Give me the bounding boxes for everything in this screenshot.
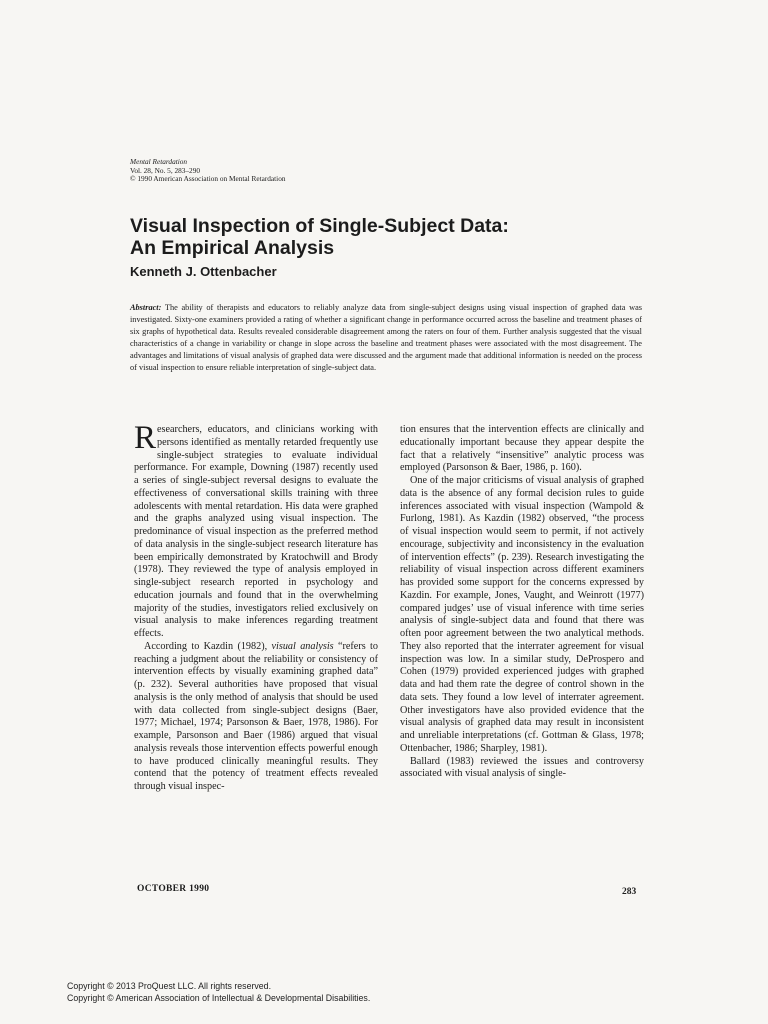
journal-info [130,158,286,184]
paragraph: tion ensures that the intervention effects are clinically and educationally important because they appear despite the fact that a relatively “insensitive” analytic process was employed (Parsonson & Baer, 1986, p. 160). [400,424,644,474]
issue-date: OCTOBER 1990 [137,884,210,894]
page-number: 283 [622,887,637,897]
title-line-2: An Empirical Analysis [130,237,335,259]
paragraph: One of the major criticisms of visual analysis of graphed data is the absence of any formal decision rules to guide inferences associated with visual inspection (Wampold & Furlong, 1981). As Kazdin (1982) observed, “the process of visual inspection would seem to permit, if not actively encourage, subjectivity and inconsistency in the evaluation of intervention effects” (p. 239). Research investigating the reliability of visual inspection across different examiners has provided some support for the concerns expressed by Kazdin. For example, Jones, Vaught, and Weinrott (1977) compared judges’ use of visual inference with time series analysis of single-subject data and found that there was often poor agreement between the two analytical methods. They also reported that the interrater agreement for visual inspection was low. In a similar study, DeProspero and Cohen (1979) provided experienced judges with graphed data and had them rate the degree of control shown in the data sets. They found a low level of interrater agreement. Other investigators have also provided evidence that the visual analysis of graphed data may result in inconsistent and unreliable interpretations (cf. Gottman & Glass, 1978; Ottenbacher, 1986; Sharpley, 1981). [400,475,644,754]
copyright-line: Copyright © 2013 ProQuest LLC. All rights reserved. [67,981,272,991]
abstract-label: Abstract: [130,303,162,312]
article-title [130,215,690,259]
journal-volume: Vol. 28, No. 5, 283–290 [130,165,201,175]
paragraph-text: “refers to reaching a judgment about the reliability or consistency of intervention effects by visually examining graphed data” (p. 232). Several authorities have proposed that visual analysis is the only method of analysis that should be used with data collected from single-subject designs (Baer, 1977; Michael, 1974; Parsonson & Baer, 1978, 1986). For example, Parsonson and Baer (1986) argued that visual analysis reveals those intervention effects powerful enough to have produced clinically meaningful results. They contend that the potency of treatment effects revealed through visual inspec- [134,640,378,792]
title-line-1: Visual Inspection of Single-Subject Data: [130,215,509,237]
abstract [130,302,642,373]
copyright-line: Copyright © American Association of Intellectual & Developmental Disabilities. [67,993,371,1003]
paragraph: Ballard (1983) reviewed the issues and controversy associated with visual analysis of single- [400,755,644,780]
abstract-text: The ability of therapists and educators to reliably analyze data from single-subject designs using visual inspection of graphed data was investigated. Sixty-one examiners provided a rating of whether a significant change in performance occurred across the baseline and treatment phases of six graphs of hypothetical data. Results revealed considerable disagreement among the raters on four of them. Further analysis suggested that the visual characteristics of a change in variability or change in slope across the baseline and treatment phases were associated with the most disagreement. The advantages and limitations of visual analysis of graphed data were discussed and the argument made that additional information is needed on the process of visual inspection to ensure reliable interpretation of single-subject data. [130,303,642,372]
copyright-notice [67,980,370,1004]
body-column-left [134,420,378,794]
emphasis-term: visual analysis [271,640,334,652]
article-author: Kenneth J. Ottenbacher [130,264,277,279]
paragraph-text: According to Kazdin (1982), [144,640,272,652]
paragraph [134,420,378,641]
drop-cap: R [134,420,157,456]
paragraph-text: esearchers, educators, and clinicians working with persons identified as mentally retarded frequently use single-subject strategies to evaluate individual performance. For example, Downing (1987) recently used a series of single-subject reversal designs to evaluate the effectiveness of conversational skills training with three adolescents with mental retardation. His data were graphed and the graphs analyzed using visual inspection. The predominance of visual inspection as the preferred method of data analysis in the single-subject research literature has been empirically demonstrated by Kratochwill and Brody (1978). They reviewed the type of analysis employed in single-subject research reported in psychology and education journals and found that in the overwhelming majority of the studies, investigators relied exclusively on visual analysis to make inferences regarding treatment effects. [134,424,378,639]
journal-name: Mental Retardation [130,157,188,166]
journal-copyright: © 1990 American Association on Mental Retardation [130,174,286,184]
body-column-right [400,424,644,781]
paragraph [134,641,378,794]
